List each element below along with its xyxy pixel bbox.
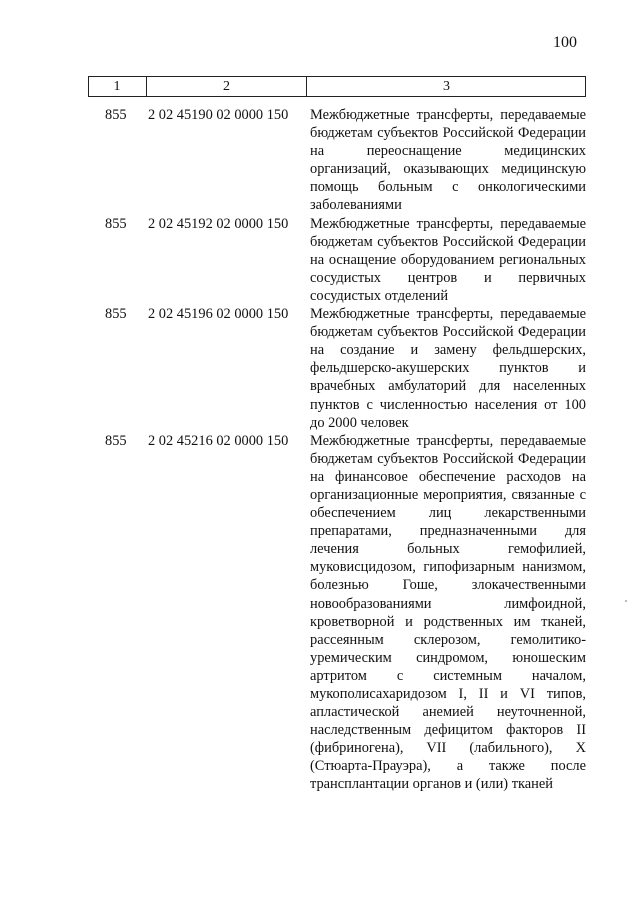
page-number: 100 [553, 34, 577, 51]
header-col-1: 1 [113, 79, 121, 94]
header-col-3: 3 [443, 79, 450, 94]
admin-code: 855 [105, 306, 127, 323]
table-row [88, 305, 586, 432]
budget-code: 2 02 45192 02 0000 150 [148, 215, 289, 232]
description: Межбюджетные трансферты, передаваемые бюджетам субъектов Российской Федерации на оснащение оборудованием региональных сосудистых центров и первичных сосудистых отделений [310, 215, 586, 304]
budget-code: 2 02 45196 02 0000 150 [148, 306, 289, 323]
budget-code: 2 02 45190 02 0000 150 [148, 107, 289, 123]
description: Межбюджетные трансферты, передаваемые бюджетам субъектов Российской Федерации на создание и замену фельдшерских, фельдшерско-акушерских пунктов и врачебных амбулаторий для населенных пунктов с численностью населения от 100 до 2000 человек [310, 306, 586, 431]
table-row [88, 215, 586, 305]
admin-code: 855 [105, 215, 127, 232]
table-body [88, 106, 586, 794]
scan-speck [625, 600, 627, 602]
description: Межбюджетные трансферты, передаваемые бюджетам субъектов Российской Федерации на переоснащение медицинских организаций, оказывающих медицинскую помощь больным с онкологическими заболеваниями [310, 107, 586, 214]
table-row [88, 106, 586, 215]
admin-code: 855 [105, 107, 127, 123]
table-row [88, 432, 586, 794]
table-header [88, 76, 586, 97]
header-col-2: 2 [223, 79, 230, 94]
admin-code: 855 [105, 432, 127, 449]
budget-code: 2 02 45216 02 0000 150 [148, 432, 289, 449]
description: Межбюджетные трансферты, передаваемые бюджетам субъектов Российской Федерации на финансовое обеспечение расходов на организационные мероприятия, связанные с обеспечением лиц лекарственными препаратами, предназначенными для лечения больных гемофилией, муковисцидозом, гипофизарным нанизмом, болезнью Гоше, злокачественными новообразованиями лимфоидной, кроветворной и родственных им тканей, рассеянным склерозом, гемолитико-уремическим синдромом, юношеским артритом с системным началом, мукополисахаридозом I, II и VI типов, апластической анемией неуточненной, наследственным дефицитом факторов II (фибриногена), VII (лабильного), X (Стюарта-Прауэра), а также после трансплантации органов и (или) тканей [310, 432, 586, 793]
